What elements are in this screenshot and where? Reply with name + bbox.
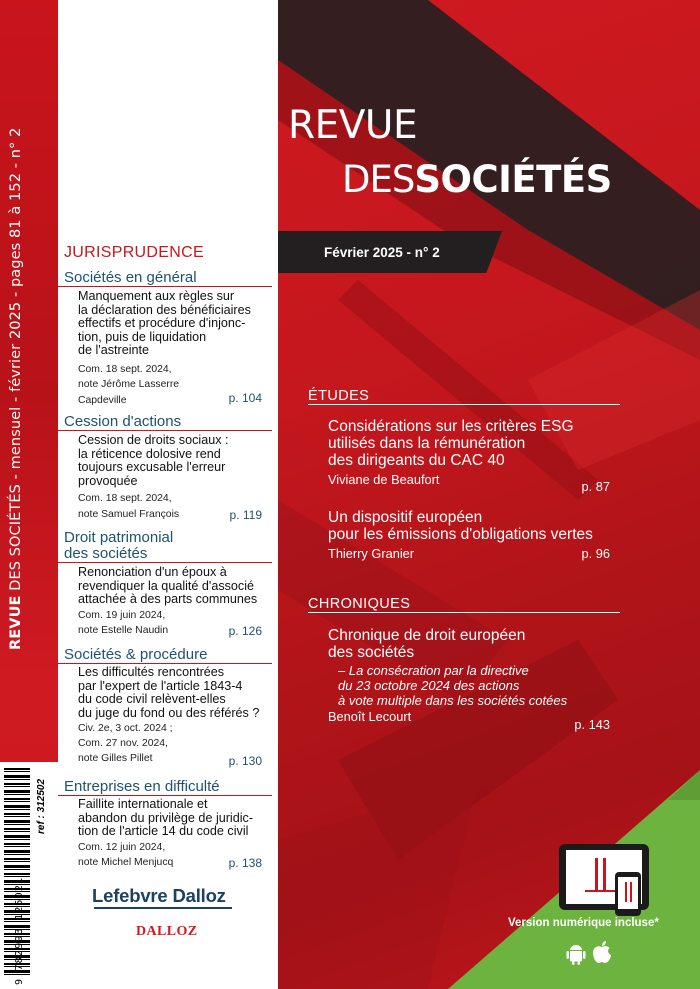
article-page: p. 126 (228, 624, 262, 638)
article-note: Com. 19 juin 2024, note Estelle Naudin (78, 609, 169, 636)
spine-text: REVUE DES SOCIÉTÉS - mensuel - février 2025 - pages 81 à 152 - n° 2 (8, 127, 24, 650)
chroniques-heading: CHRONIQUES (308, 596, 620, 613)
article-note: Com. 12 juin 2024, note Michel Menjucq (78, 841, 174, 868)
imprint-logo: DALLOZ (136, 924, 198, 939)
article-note: Civ. 2e, 3 oct. 2024 ; Com. 27 nov. 2024, note Gilles Pillet (78, 723, 173, 764)
section-title: Entreprises en difficulté (64, 778, 220, 795)
article-difficultes[interactable] (78, 666, 272, 774)
spine (0, 0, 58, 989)
cover-title-revue: REVUE (288, 103, 418, 148)
section-entreprises-en-difficulte (58, 779, 272, 796)
article-faillite[interactable] (78, 798, 272, 874)
article-page: p. 143 (574, 717, 610, 732)
phone-icon (615, 872, 641, 916)
section-title: Sociétés en général (64, 269, 197, 286)
apple-icon (592, 940, 612, 964)
article-page: p. 87 (581, 479, 610, 494)
article-title: Chronique de droit européen des sociétés (328, 627, 526, 661)
jurisprudence-heading: JURISPRUDENCE (64, 244, 204, 261)
article-title: Les difficultés rencontrées par l'expert de l'article 1843-4 du code civil relèvent-elles du juge du fond ou des référés ? (78, 665, 260, 720)
section-societes-en-general (58, 270, 272, 287)
article-page: p. 104 (228, 391, 262, 405)
tablet-icon (555, 838, 665, 918)
android-icon (566, 943, 586, 965)
publisher-logo: Lefebvre Dalloz (92, 885, 226, 906)
barcode-area (0, 762, 58, 989)
article-title: Considérations sur les critères ESG utilisés dans la rémunération des dirigeants du CAC 40 (328, 418, 574, 469)
etude-article-esg[interactable] (328, 418, 620, 496)
article-author: Thierry Granier (328, 546, 415, 561)
section-title: Cession d'actions (64, 413, 182, 430)
article-page: p. 96 (581, 546, 610, 561)
article-manquement[interactable] (78, 290, 272, 406)
article-author: Viviane de Beaufort (328, 472, 440, 487)
article-title: Renonciation d'un époux à revendiquer la qualité d'associé attachée à des parts communes (78, 565, 258, 606)
sommaire-column (58, 0, 278, 989)
article-note: Com. 18 sept. 2024, note Jérôme Lasserre Capdeville (78, 363, 180, 406)
article-author: Benoît Lecourt (328, 709, 412, 724)
section-cession-d-actions (58, 414, 272, 431)
article-note: Com. 18 sept. 2024, note Samuel François (78, 493, 180, 520)
article-page: p. 138 (228, 856, 262, 870)
article-title: Cession de droits sociaux : la réticence dolosive rend toujours excusable l'erreur provoquée (78, 433, 229, 488)
article-title: Faillite internationale et abandon du privilège de juridic- tion de l'article 14 du code civil (78, 797, 254, 838)
reference-number: ref : 312502 (36, 778, 47, 834)
barcode-number: 9 782993 125021 (14, 876, 25, 985)
article-page: p. 119 (229, 508, 262, 522)
issue-date: Février 2025 - n° 2 (324, 245, 440, 260)
etude-article-obligations[interactable] (328, 509, 620, 565)
cover-title-societes: DESSOCIÉTÉS (342, 158, 612, 201)
article-title: Manquement aux règles sur la déclaration des bénéficiaires effectifs et procédure d'injonc- tion, puis de liquidation de l'astreinte (78, 289, 251, 357)
section-title: Sociétés & procédure (64, 646, 208, 663)
cover-panel (278, 0, 700, 989)
section-title: Droit patrimonial des sociétés (64, 529, 174, 562)
section-societes-procedure (58, 647, 272, 664)
section-droit-patrimonial (58, 530, 272, 563)
article-title: Un dispositif européen pour les émissions d'obligations vertes (328, 509, 593, 543)
article-subtitle: – La consécration par la directive du 23 octobre 2024 des actions à vote multiple dans les sociétés cotées (338, 663, 568, 708)
publisher-logo-underline (94, 907, 232, 909)
digital-version-label: Version numérique incluse* (508, 917, 659, 929)
article-renonciation[interactable] (78, 566, 272, 642)
article-cession[interactable] (78, 434, 272, 526)
article-page: p. 130 (228, 754, 262, 768)
etudes-heading: ÉTUDES (308, 388, 620, 405)
chronique-article[interactable] (328, 627, 620, 737)
